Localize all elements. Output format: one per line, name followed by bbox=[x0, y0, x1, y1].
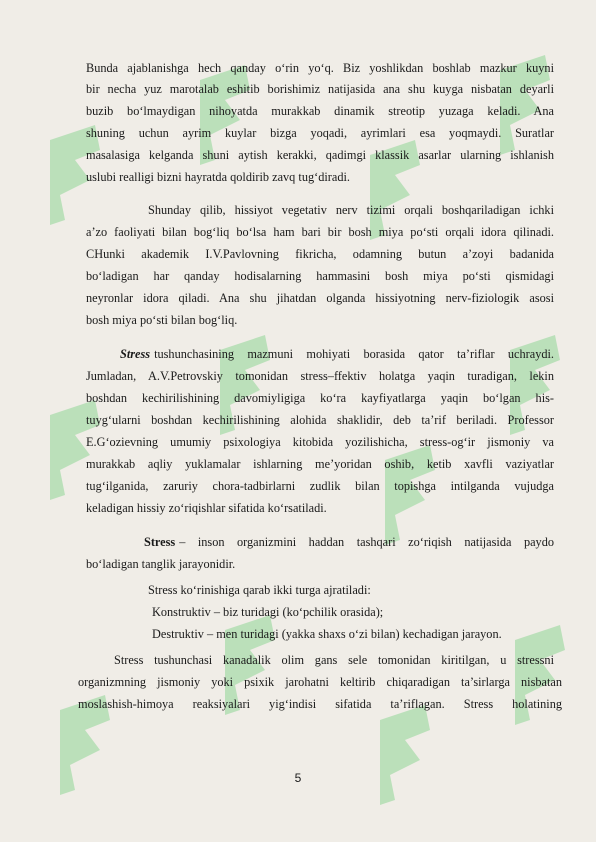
text-line: Konstruktiv – biz turidagi (ko‘pchilik orasida); bbox=[152, 605, 384, 619]
text-line: Destruktiv – men turidagi (yakka shaxs o‘zi bilan) kechadigan jarayon. bbox=[152, 627, 502, 641]
text-line: keladigan hissiy zo‘riqishlar sifatida ko‘rsatiladi. bbox=[86, 501, 327, 515]
text-line: boshdan kechirilishining davomiyligiga ko‘ra kayfiyatlarga yaqin bo‘lgan his- bbox=[86, 391, 554, 405]
text-line: Shunday qilib, hissiyot vegetativ nerv tizimi orqali boshqariladigan ichki bbox=[148, 203, 554, 217]
text-line-stress-intro bbox=[120, 346, 554, 362]
page-number: 5 bbox=[294, 771, 302, 785]
text-line: shuning uchun ayrim kuylar bizga yoqadi, ayrimlari esa yoqmaydi. Suratlar bbox=[86, 126, 554, 140]
text-line: organizmning jismoniy yoki psixik jarohatni keltirib chiqaradigan ta’sirlarga nisbatan bbox=[78, 675, 562, 689]
text-line: E.G‘ozievning umumiy psixologiya kitobida yozilishicha, stress-og‘ir jismoniy va bbox=[86, 435, 554, 449]
text-line: tuyg‘ularni boshdan kechirilishining alohida shaklidir, deb ta’rif beriladi. Professor bbox=[86, 413, 554, 427]
text-line: buzib bo‘lmaydigan nihoyatda murakkab dinamik streotip yuzaga keladi. Ana bbox=[86, 104, 554, 118]
text-line: CHunki akademik I.V.Pavlovning fikricha, odamning butun a’zoyi badanida bbox=[86, 247, 554, 261]
text-line: bir necha yuz marotalab eshitib borishimiz natijasida ana shu kuyga nisbatan deyarli bbox=[86, 82, 554, 96]
green-logo-watermark-icon bbox=[370, 700, 440, 810]
stress-term-italic: Stress bbox=[120, 347, 151, 361]
text-line: Jumladan, A.V.Petrovskiy tomonidan stress–ffektiv holatga yaqin turadigan, lekin bbox=[86, 369, 554, 383]
text-line: moslashish-himoya reaksiyalari yig‘indisi sifatida ta’riflagan. Stress holatining bbox=[78, 697, 562, 711]
text-line-stress-def bbox=[144, 534, 554, 550]
text-line: a’zo faoliyati bilan bog‘liq bo‘lsa ham bari bir bosh miya po‘sti orqali idora qilinadi. bbox=[86, 225, 554, 239]
text-line: bo‘ladigan har qanday hodisalarning hammasini bosh miya po‘sti qismidagi bbox=[86, 269, 554, 283]
stress-term-bold: Stress bbox=[144, 535, 176, 549]
text-line: bo‘ladigan tanglik jarayonidir. bbox=[86, 557, 236, 571]
text-line: masalasiga kelganda shuni aytish kerakki, qadimgi klassik asarlar ularning ishlanish bbox=[86, 148, 554, 162]
text-line: Bunda ajablanishga hech qanday o‘rin yo‘q. Biz yoshlikdan boshlab mazkur kuyni bbox=[86, 61, 554, 75]
text-line: tushunchasining mazmuni mohiyati borasida qator ta’riflar uchraydi. bbox=[154, 347, 554, 361]
text-line: bosh miya po‘sti bilan bog‘liq. bbox=[86, 313, 238, 327]
text-line: tug‘ilganida, zaruriy chora-tadbirlarni zudlik bilan topishga intilganda vujudga bbox=[86, 479, 554, 493]
text-line: – inson organizmini haddan tashqari zo‘riqish natijasida paydo bbox=[179, 535, 554, 549]
text-line: Stress ko‘rinishiga qarab ikki turga ajratiladi: bbox=[148, 583, 371, 597]
text-line: uslubi realligi bizni hayratda qoldirib zavq tug‘diradi. bbox=[86, 170, 350, 184]
text-line: Stress tushunchasi kanadalik olim gans sele tomonidan kiritilgan, u stressni bbox=[114, 653, 554, 667]
text-line: murakkab aqliy yuklamalar ishlarning me’yoridan oshib, ketib xavfli vaziyatlar bbox=[86, 457, 554, 471]
text-line: neyronlar idora qiladi. Ana shu jihatdan olganda hissiyotning nerv-fiziologik asosi bbox=[86, 291, 554, 305]
